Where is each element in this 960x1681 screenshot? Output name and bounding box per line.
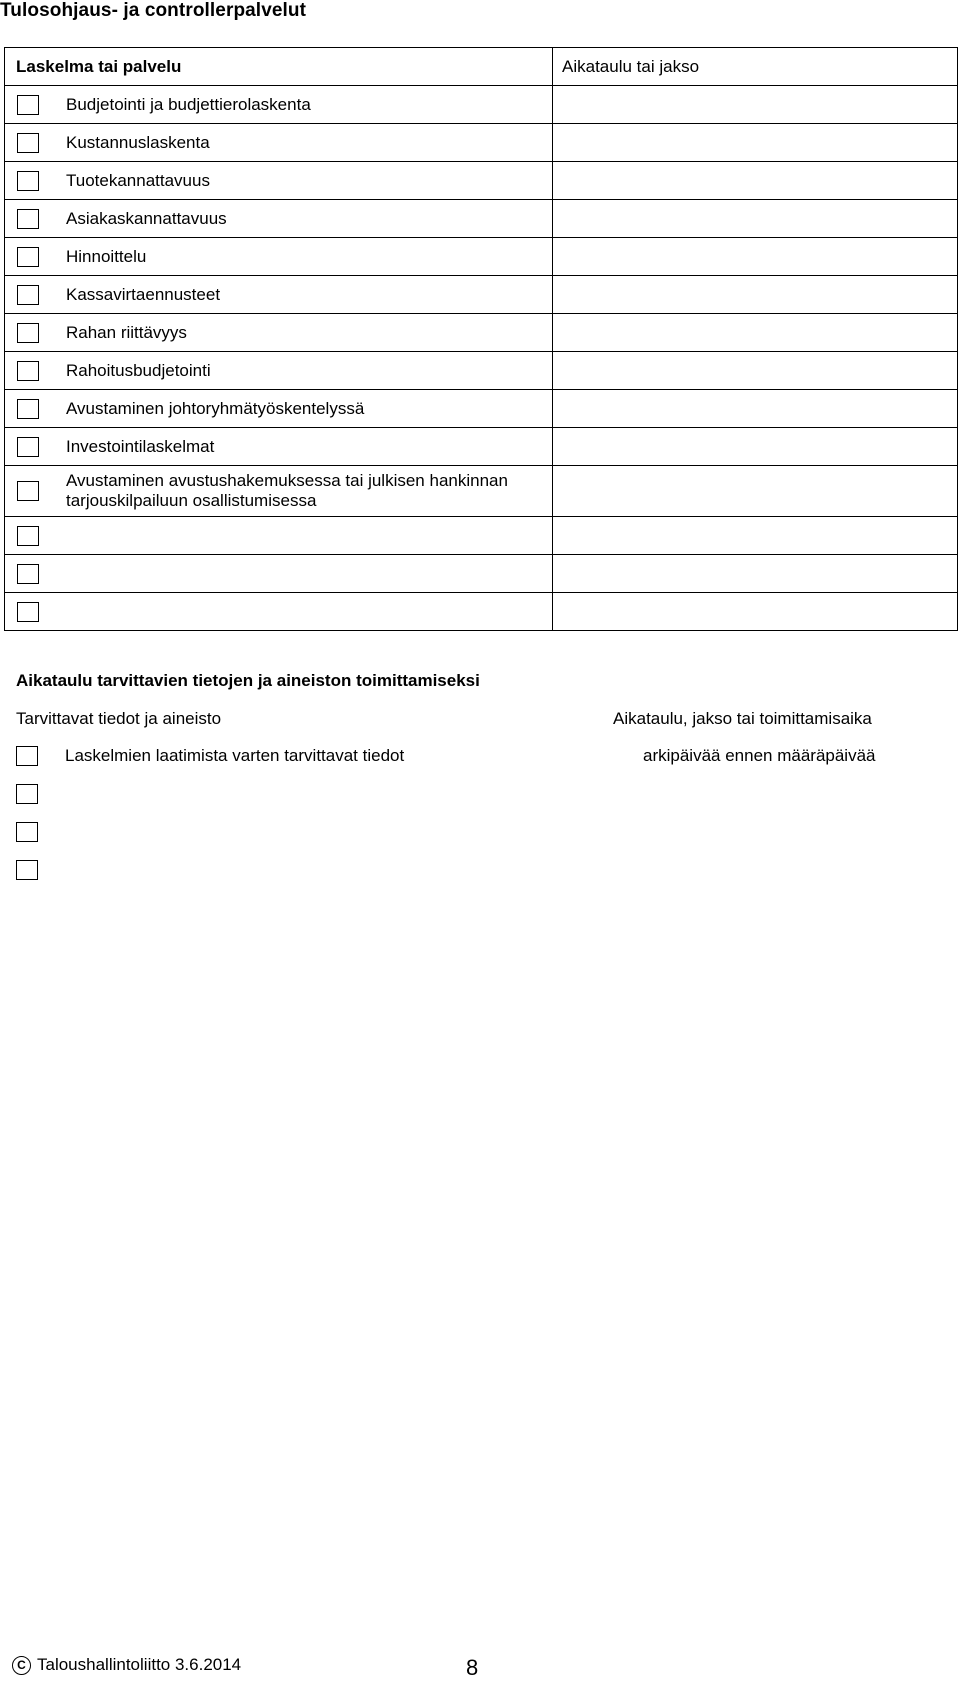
list-item xyxy=(16,744,404,768)
page-number: 8 xyxy=(466,1655,479,1680)
checkbox[interactable] xyxy=(17,285,39,305)
table-row xyxy=(5,162,958,200)
schedule-cell[interactable] xyxy=(553,466,958,517)
checkbox[interactable] xyxy=(17,209,39,229)
footer-copyright xyxy=(12,1655,241,1675)
schedule-cell[interactable] xyxy=(553,352,958,390)
schedule-cell[interactable] xyxy=(553,162,958,200)
schedule-cell[interactable] xyxy=(553,390,958,428)
material-schedule-value: arkipäivää ennen määräpäivää xyxy=(643,746,876,765)
schedule-cell[interactable] xyxy=(553,428,958,466)
service-label: Kustannuslaskenta xyxy=(66,132,210,152)
list-item xyxy=(16,820,65,844)
service-label: Investointilaskelmat xyxy=(66,436,215,456)
schedule-cell[interactable] xyxy=(553,238,958,276)
checkbox[interactable] xyxy=(16,822,38,842)
service-label: Kassavirtaennusteet xyxy=(66,284,221,304)
table-row xyxy=(5,390,958,428)
schedule-cell[interactable] xyxy=(553,517,958,555)
schedule-cell[interactable] xyxy=(553,555,958,593)
footer-text: Taloushallintoliitto 3.6.2014 xyxy=(37,1655,242,1674)
schedule-cell[interactable] xyxy=(553,593,958,631)
copyright-icon: C xyxy=(12,1656,31,1675)
table-row xyxy=(5,238,958,276)
service-label: Rahoitusbudjetointi xyxy=(66,360,211,380)
schedule-cell[interactable] xyxy=(553,200,958,238)
service-label: Hinnoittelu xyxy=(66,246,147,266)
checkbox[interactable] xyxy=(17,526,39,546)
checkbox[interactable] xyxy=(17,361,39,381)
checkbox[interactable] xyxy=(16,746,38,766)
checkbox[interactable] xyxy=(17,399,39,419)
table-row xyxy=(5,276,958,314)
service-label: Rahan riittävyys xyxy=(66,322,187,342)
checkbox[interactable] xyxy=(17,95,39,115)
table-row xyxy=(5,517,958,555)
header-schedule: Aikataulu tai jakso xyxy=(553,48,958,86)
checkbox[interactable] xyxy=(17,437,39,457)
table-row xyxy=(5,86,958,124)
list-item xyxy=(16,782,65,806)
checkbox[interactable] xyxy=(17,323,39,343)
section2-heading: Aikataulu tarvittavien tietojen ja aineiston toimittamiseksi xyxy=(16,671,480,690)
checkbox[interactable] xyxy=(17,481,39,501)
service-label: Tuotekannattavuus xyxy=(66,170,210,190)
checkbox[interactable] xyxy=(17,171,39,191)
schedule-cell[interactable] xyxy=(553,124,958,162)
table-row xyxy=(5,428,958,466)
checkbox[interactable] xyxy=(16,784,38,804)
table-row xyxy=(5,314,958,352)
checkbox[interactable] xyxy=(17,133,39,153)
table-row xyxy=(5,555,958,593)
section2-column-materials: Tarvittavat tiedot ja aineisto xyxy=(16,709,222,728)
service-label: Budjetointi ja budjettierolaskenta xyxy=(66,94,311,114)
table-row xyxy=(5,352,958,390)
header-service: Laskelma tai palvelu xyxy=(5,48,553,86)
list-item xyxy=(16,858,65,882)
schedule-cell[interactable] xyxy=(553,276,958,314)
checkbox[interactable] xyxy=(17,602,39,622)
table-header-row xyxy=(5,48,958,86)
schedule-cell[interactable] xyxy=(553,86,958,124)
section2-column-schedule: Aikataulu, jakso tai toimittamisaika xyxy=(613,709,872,728)
table-row xyxy=(5,466,958,517)
service-table xyxy=(4,47,958,631)
service-label: Avustaminen johtoryhmätyöskentelyssä xyxy=(66,398,365,418)
checkbox[interactable] xyxy=(17,247,39,267)
table-row xyxy=(5,200,958,238)
service-label: Asiakaskannattavuus xyxy=(66,208,227,228)
service-label: Avustaminen avustushakemuksessa tai julkisen hankinnan tarjouskilpailuun osallistumisessa xyxy=(66,471,508,510)
checkbox[interactable] xyxy=(16,860,38,880)
page-title: Tulosohjaus- ja controllerpalvelut xyxy=(0,0,307,21)
table-row xyxy=(5,124,958,162)
material-label: Laskelmien laatimista varten tarvittavat tiedot xyxy=(65,746,405,765)
checkbox[interactable] xyxy=(17,564,39,584)
table-row xyxy=(5,593,958,631)
schedule-cell[interactable] xyxy=(553,314,958,352)
